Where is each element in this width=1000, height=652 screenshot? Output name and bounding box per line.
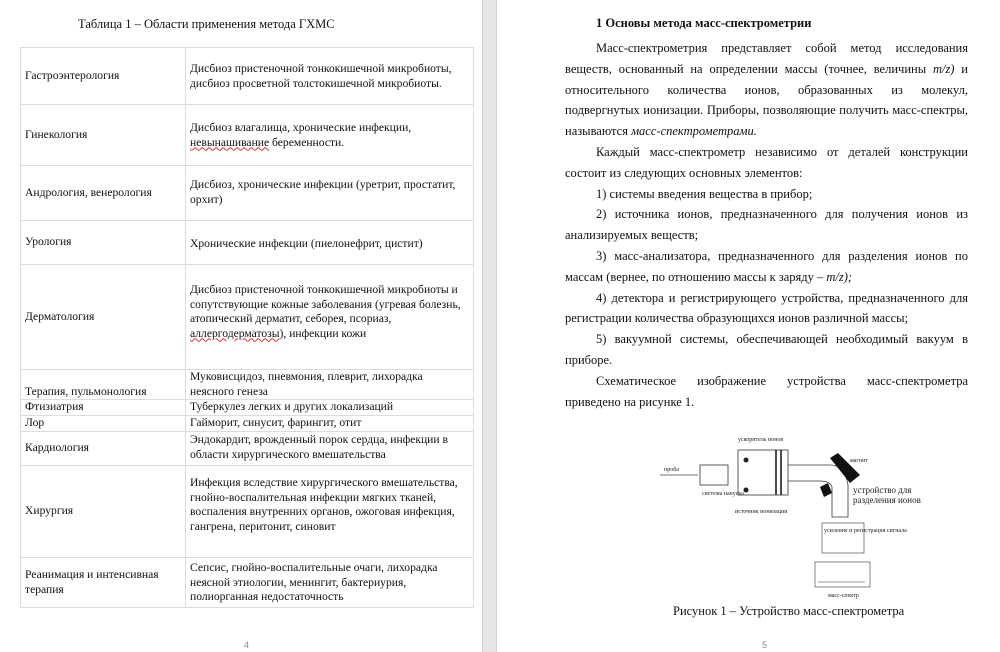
text: 3) масс-анализатора, предназначенного для разделения ионов по массам (вернее, по отношению массы к заряду – <box>565 248 968 284</box>
label-accelerator: ускоритель ионов <box>738 437 784 443</box>
figure-caption: Рисунок 1 – Устройство масс-спектрометра <box>673 604 905 618</box>
area-cell: Гастроэнтерология <box>21 48 186 105</box>
label-magnet: магнит <box>850 458 868 464</box>
mass-spectrometer-figure <box>650 425 910 605</box>
page-gap <box>482 0 497 652</box>
label-separator: устройство для разделения ионов <box>853 485 921 505</box>
area-cell: Дерматология <box>21 265 186 370</box>
ion-dot <box>744 488 749 493</box>
use-cell <box>186 265 474 370</box>
table-row <box>21 466 474 558</box>
text: Масс-спектрометрия представляет собой метод исследования веществ, основанный на определении массы (точнее, величины <box>565 41 968 76</box>
area-cell: Урология <box>21 221 186 265</box>
use-cell: Эндокардит, врожденный порок сердца, инфекции в области хирургического вмешательства <box>186 432 474 466</box>
list-item: 2) источника ионов, предназначенного для получения ионов из анализируемых веществ; <box>565 207 968 243</box>
area-cell: Терапия, пульмонология <box>21 370 186 400</box>
section-heading: 1 Основы метода масс-спектрометрии <box>596 16 812 30</box>
use-text: ), инфекции кожи <box>279 326 367 340</box>
page-number: 5 <box>762 640 768 650</box>
inlet-box <box>700 465 728 485</box>
use-text: Дисбиоз влагалища, хронические инфекции, <box>190 121 412 134</box>
area-cell: Хирургия <box>21 466 186 558</box>
table-caption: Таблица 1 – Области применения метода ГХМС <box>78 17 335 31</box>
table-row <box>21 432 474 466</box>
page-number: 4 <box>244 640 250 650</box>
table-row <box>21 105 474 166</box>
use-cell: Сепсис, гнойно-воспалительные очаги, лихорадка неясной этиологии, менингит, бактериурия, полиорганная недостаточность <box>186 558 474 608</box>
label-inlet: система напуска <box>702 491 744 497</box>
area-cell: Лор <box>21 416 186 432</box>
table-row <box>21 370 474 400</box>
use-cell: Дисбиоз, хронические инфекции (уретрит, простатит, орхит) <box>186 166 474 221</box>
body-text <box>565 38 968 412</box>
table-row <box>21 221 474 265</box>
table-row <box>21 166 474 221</box>
misspelled-word: аллергодерматозы <box>190 326 280 340</box>
table-row <box>21 265 474 370</box>
list-item: 5) вакуумной системы, обеспечивающей необходимый вакуум в приборе. <box>565 332 968 367</box>
use-cell: Муковисцидоз, пневмония, плеврит, лихорадка неясного генеза <box>186 370 474 400</box>
paragraph: Каждый масс-спектрометр независимо от деталей конструкции состоит из следующих основных элементов: <box>565 144 968 180</box>
list-item <box>565 246 968 288</box>
use-cell: Хронические инфекции (пиелонефрит, цистит) <box>186 221 474 265</box>
text: масс-спектрометрами. <box>631 124 757 139</box>
label-source: источник ионизации <box>735 509 788 515</box>
applications-table <box>20 47 474 608</box>
use-text: беременности. <box>269 135 345 149</box>
text: m/z) <box>932 61 955 76</box>
label-amplifier: усиление и регистрация сигнала <box>824 528 907 534</box>
spectrum-box <box>815 562 870 587</box>
paragraph <box>565 38 968 142</box>
table-row <box>21 558 474 608</box>
use-cell <box>186 105 474 166</box>
text: m/z); <box>826 269 853 284</box>
area-cell: Реанимация и интенсивная терапия <box>21 558 186 608</box>
use-cell: Туберкулез легких и других локализаций <box>186 400 474 416</box>
area-cell: Кардиология <box>21 432 186 466</box>
list-item: 4) детектора и регистрирующего устройства, предназначенного для регистрации количества образующихся ионов различной массы; <box>565 290 968 326</box>
table-row <box>21 48 474 105</box>
label-probe: проба <box>664 467 679 473</box>
ion-dot <box>744 458 749 463</box>
list-item: 1) системы введения вещества в прибор; <box>596 186 813 201</box>
paragraph: Схематическое изображение устройства масс-спектрометра приведено на рисунке 1. <box>565 373 968 409</box>
page-5 <box>497 0 1000 652</box>
page-4 <box>0 0 482 652</box>
table-row <box>21 400 474 416</box>
use-cell: Дисбиоз пристеночной тонкокишечной микробиоты, дисбиоз просветной толстокишечной микробиоты. <box>186 48 474 105</box>
use-cell: Инфекция вследствие хирургического вмешательства, гнойно-воспалительная инфекции мягких тканей, воспаления внутренних органов, ожоговая инфекция, гангрена, перитонит, синовит <box>186 466 474 558</box>
label-spectrum: масс-спектр <box>828 593 859 599</box>
text: и относительного количества ионов, образованных из молекул, подвергнутых ионизации. Приборы, позволяющие получить масс-спектры, называются <box>565 61 968 139</box>
misspelled-word: невынашивание <box>190 135 270 149</box>
area-cell: Гинекология <box>21 105 186 166</box>
use-text: Дисбиоз пристеночной тонкокишечной микробиоты и сопутствующие кожные заболевания (угревая болезнь, атопический дерматит, себорея, псориаз, <box>190 283 461 325</box>
analyzer-tube <box>788 465 848 517</box>
use-cell: Гайморит, синусит, фарингит, отит <box>186 416 474 432</box>
magnet-shape <box>820 483 832 497</box>
area-cell: Андрология, венерология <box>21 166 186 221</box>
table-row <box>21 416 474 432</box>
area-cell: Фтизиатрия <box>21 400 186 416</box>
